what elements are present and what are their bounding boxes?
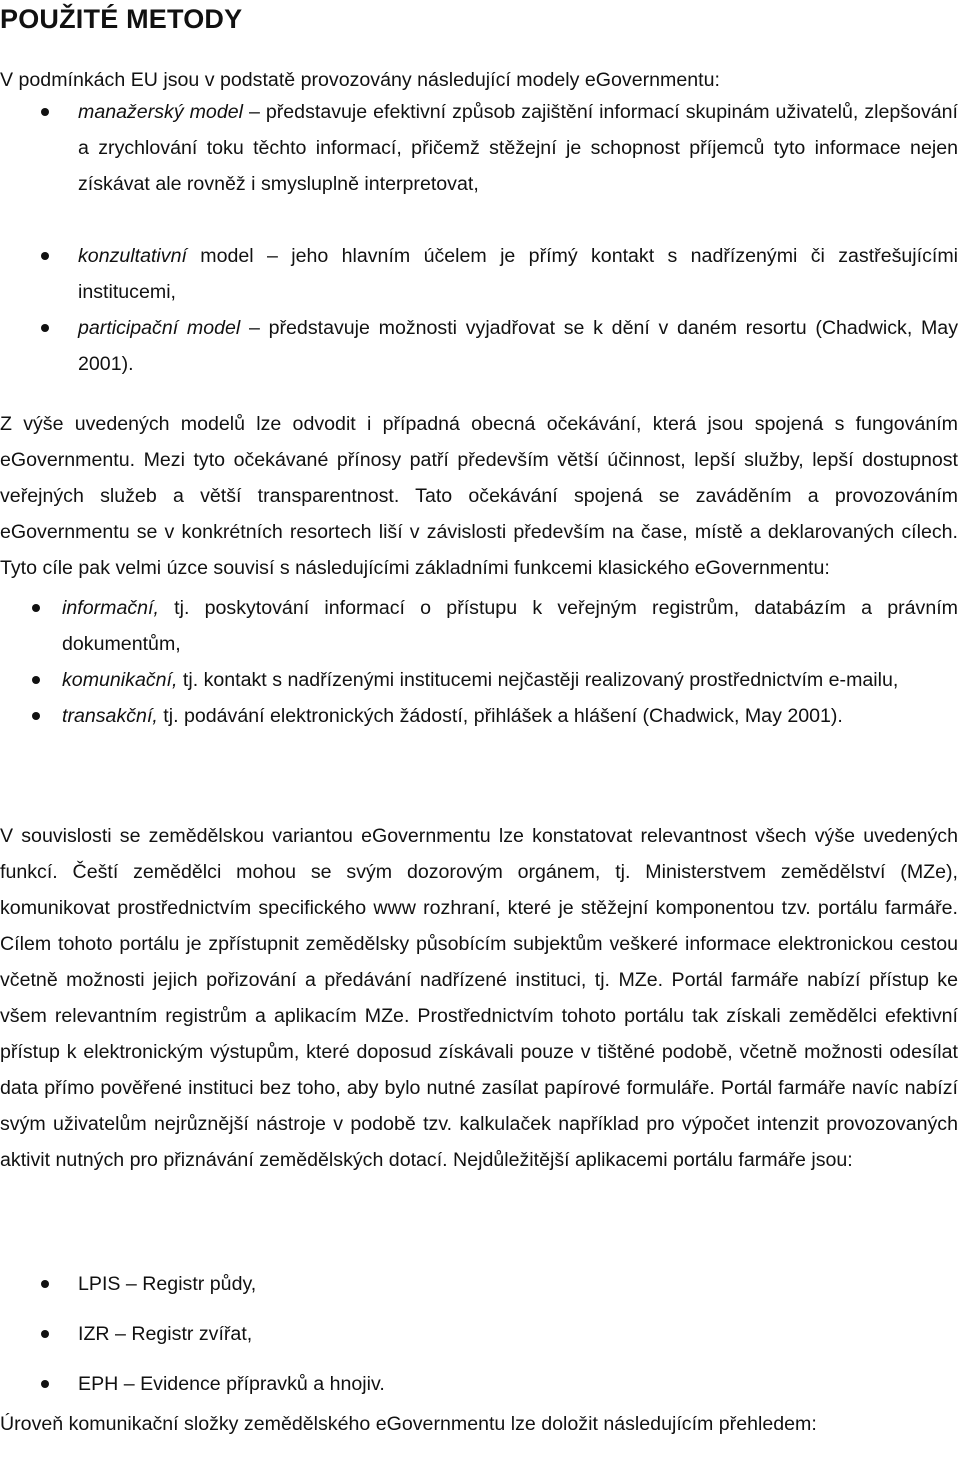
list-item: [62, 662, 958, 698]
bullet-icon: [32, 604, 40, 612]
bullet-icon: [41, 324, 49, 332]
list-item-term: informační,: [62, 597, 159, 619]
bullet-icon: [41, 108, 49, 116]
list-item-text: – představuje možnosti vyjadřovat se k dění v daném resortu (Chadwick, May 2001).: [78, 317, 958, 375]
paragraph: Z výše uvedených modelů lze odvodit i případná obecná očekávání, která jsou spojená s fungováním eGovernmentu. Mezi tyto očekávané přínosy patří především větší účinnost, lepší služby, lepší dostupnost veřejných služeb a větší transparentnost. Tato očekávání spojená se zaváděním a provozováním eGovernmentu se v konkrétních resortech liší v závislosti především na čase, místě a deklarovaných cílech. Tyto cíle pak velmi úzce souvisí s následujícími základními funkcemi klasického eGovernmentu:: [0, 413, 958, 579]
list-item-text: IZR – Registr zvířat,: [78, 1323, 253, 1345]
list-item: [78, 1259, 958, 1309]
list-item-term: transakční,: [62, 705, 158, 727]
bullet-icon: [41, 1280, 49, 1288]
list-item: [78, 1359, 958, 1409]
list-item: [78, 238, 958, 310]
list-item-term: konzultativní: [78, 245, 187, 267]
paragraph: V souvislosti se zemědělskou variantou eGovernmentu lze konstatovat relevantnost všech výše uvedených funkcí. Čeští zemědělci mohou se svým dozorovým orgánem, tj. Ministerstvem zemědělství (MZe), komunikovat prostřednictvím specifického www rozhraní, které je stěžejní komponentou tzv. portálu farmáře. Cílem tohoto portálu je zpřístupnit zemědělsky působícím subjektům veškeré informace elektronickou cestou včetně možnosti jejich pořizování a předávání nadřízené instituci, tj. MZe. Portál farmáře nabízí přístup ke všem relevantním registrům a aplikacím MZe. Prostřednictvím tohoto portálu tak získali zemědělci efektivní přístup k elektronickým výstupům, které doposud získávali pouze v tištěné podobě, včetně možnosti odesílat data přímo pověřené instituci bez toho, aby bylo nutné zasílat papírové formuláře. Portál farmáře navíc nabízí svým uživatelům nejrůznější nástroje v podobě tzv. kalkulaček například pro výpočet intenzit provozovaných aktivit nutných pro přiznávání zemědělských dotací. Nejdůležitější aplikacemi portálu farmáře jsou:: [0, 825, 958, 1171]
bullet-icon: [32, 712, 40, 720]
intro-paragraph: V podmínkách EU jsou v podstatě provozovány následující modely eGovernmentu:: [0, 69, 720, 91]
paragraph: Úroveň komunikační složky zemědělského eGovernmentu lze doložit následujícím přehledem:: [0, 1413, 817, 1435]
list-item-term: participační model: [78, 317, 241, 339]
list-item: [62, 590, 958, 662]
list-item-text: tj. podávání elektronických žádostí, přihlášek a hlášení (Chadwick, May 2001).: [157, 705, 843, 727]
list-item: [78, 310, 958, 382]
models-list: [78, 94, 958, 382]
bullet-icon: [41, 1330, 49, 1338]
list-item: [78, 94, 958, 202]
section-heading: POUŽITÉ METODY: [0, 4, 243, 34]
list-item-text: tj. kontakt s nadřízenými institucemi nejčastěji realizovaný prostřednictvím e-mailu,: [177, 669, 899, 691]
apps-list: [78, 1259, 958, 1409]
list-item-term: manažerský model: [78, 101, 243, 123]
bullet-icon: [41, 252, 49, 260]
bullet-icon: [32, 676, 40, 684]
list-item-text: model – jeho hlavním účelem je přímý kontakt s nadřízenými či zastřešujícími institucemi,: [78, 245, 958, 303]
list-item-text: – představuje efektivní způsob zajištění informací skupinám uživatelů, zlepšování a zrychlování toku těchto informací, přičemž stěžejní je schopnost příjemců tyto informace nejen získávat ale rovněž i smysluplně interpretovat,: [78, 101, 958, 195]
list-item-text: LPIS – Registr půdy,: [78, 1273, 257, 1295]
list-item: [62, 698, 958, 734]
bullet-icon: [41, 1380, 49, 1388]
list-item-text: EPH – Evidence přípravků a hnojiv.: [78, 1373, 385, 1395]
list-item-text: tj. poskytování informací o přístupu k veřejným registrům, databázím a právním dokumentům,: [62, 597, 958, 655]
functions-list: [62, 590, 958, 734]
list-item: [78, 1309, 958, 1359]
list-item-term: komunikační,: [62, 669, 178, 691]
